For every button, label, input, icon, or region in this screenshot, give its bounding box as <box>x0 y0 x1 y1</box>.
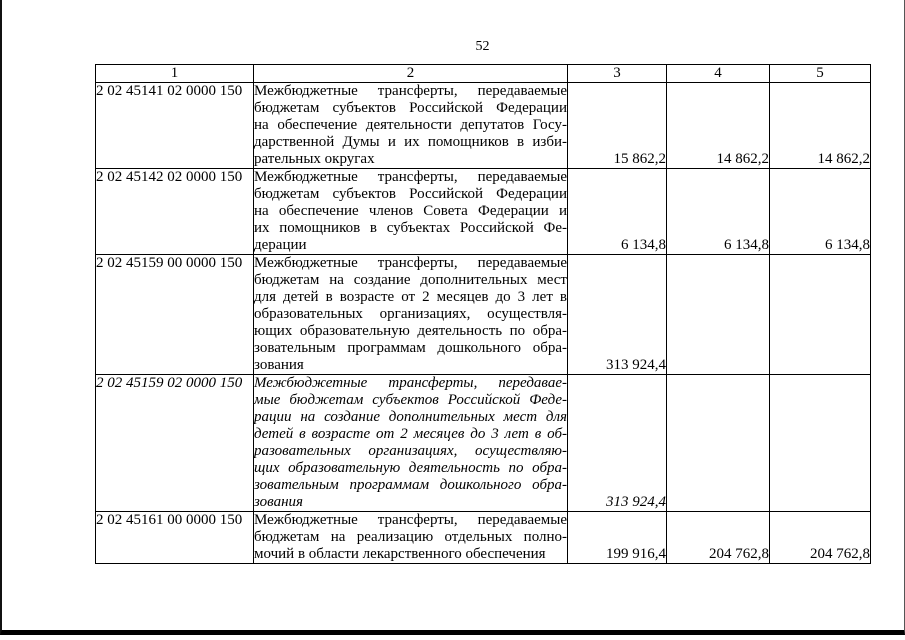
header-cell-4: 4 <box>667 65 770 83</box>
page-number: 52 <box>475 39 490 54</box>
description-line: Межбюджетные трансферты, передаваемые <box>254 83 567 99</box>
description-line: разовательных организациях, осуществляю- <box>254 443 567 459</box>
amount-cell-col3: 313 924,4 <box>568 375 667 512</box>
description-line: Межбюджетные трансферты, передаваемые <box>254 255 567 271</box>
table-row <box>96 169 871 255</box>
description-line: их помощников в субъектах Российской Фе- <box>254 220 567 236</box>
amount-cell-col5: 204 762,8 <box>770 512 871 564</box>
header-cell-3: 3 <box>568 65 667 83</box>
description-line: рации на создание дополнительных мест для <box>254 409 567 425</box>
description-cell <box>254 255 568 375</box>
description-line: зования <box>254 357 304 373</box>
amount-cell-col5: 14 862,2 <box>770 83 871 169</box>
amount-cell-col4 <box>667 375 770 512</box>
amount-cell-col4: 14 862,2 <box>667 83 770 169</box>
code-cell: 2 02 45141 02 0000 150 <box>96 83 254 169</box>
description-cell <box>254 169 568 255</box>
description-cell <box>254 83 568 169</box>
table-row <box>96 255 871 375</box>
description-line: зовательным программам дошкольного обра- <box>254 340 567 356</box>
table-row <box>96 375 871 512</box>
amount-cell-col4: 6 134,8 <box>667 169 770 255</box>
description-line: дарственной Думы и их помощников в изби- <box>254 134 567 150</box>
description-line: мочий в области лекарственного обеспечения <box>254 546 546 562</box>
amount-cell-col4: 204 762,8 <box>667 512 770 564</box>
description-line: дерации <box>254 237 307 253</box>
description-line: зовательным программам дошкольного обра- <box>254 477 567 493</box>
table-row <box>96 83 871 169</box>
description-line: ющих образовательную деятельность по обра- <box>254 323 567 339</box>
description-line: мые бюджетам субъектов Российской Феде- <box>254 392 567 408</box>
description-line: детей в возрасте от 2 месяцев до 3 лет в об- <box>254 426 567 442</box>
amount-cell-col3: 199 916,4 <box>568 512 667 564</box>
description-line: рательных округах <box>254 151 375 167</box>
amount-cell-col5 <box>770 375 871 512</box>
description-line: на обеспечение деятельности депутатов Госу- <box>254 117 567 133</box>
code-cell: 2 02 45159 00 0000 150 <box>96 255 254 375</box>
description-line: щих образовательную деятельность по обра- <box>254 460 567 476</box>
description-line: Межбюджетные трансферты, передаваемые <box>254 169 567 185</box>
code-cell: 2 02 45142 02 0000 150 <box>96 169 254 255</box>
description-line: для детей в возрасте от 2 месяцев до 3 лет в <box>254 289 567 305</box>
budget-table <box>95 64 871 564</box>
table-row <box>96 512 871 564</box>
description-line: бюджетам на создание дополнительных мест <box>254 272 567 288</box>
amount-cell-col5 <box>770 255 871 375</box>
amount-cell-col3: 313 924,4 <box>568 255 667 375</box>
description-line: бюджетам субъектов Российской Федерации <box>254 186 567 202</box>
header-cell-2: 2 <box>254 65 568 83</box>
description-line: на обеспечение членов Совета Федерации и <box>254 203 567 219</box>
code-cell: 2 02 45161 00 0000 150 <box>96 512 254 564</box>
header-row <box>96 65 871 83</box>
description-line: бюджетам субъектов Российской Федерации <box>254 100 567 116</box>
header-cell-5: 5 <box>770 65 871 83</box>
description-line: зования <box>254 494 303 510</box>
amount-cell-col5: 6 134,8 <box>770 169 871 255</box>
description-line: образовательных организациях, осуществля- <box>254 306 567 322</box>
description-cell <box>254 512 568 564</box>
header-cell-1: 1 <box>96 65 254 83</box>
description-line: бюджетам на реализацию отдельных полно- <box>254 529 567 545</box>
code-cell: 2 02 45159 02 0000 150 <box>96 375 254 512</box>
description-line: Межбюджетные трансферты, передавае- <box>254 375 567 391</box>
amount-cell-col4 <box>667 255 770 375</box>
description-line: Межбюджетные трансферты, передаваемые <box>254 512 567 528</box>
description-cell <box>254 375 568 512</box>
amount-cell-col3: 6 134,8 <box>568 169 667 255</box>
amount-cell-col3: 15 862,2 <box>568 83 667 169</box>
